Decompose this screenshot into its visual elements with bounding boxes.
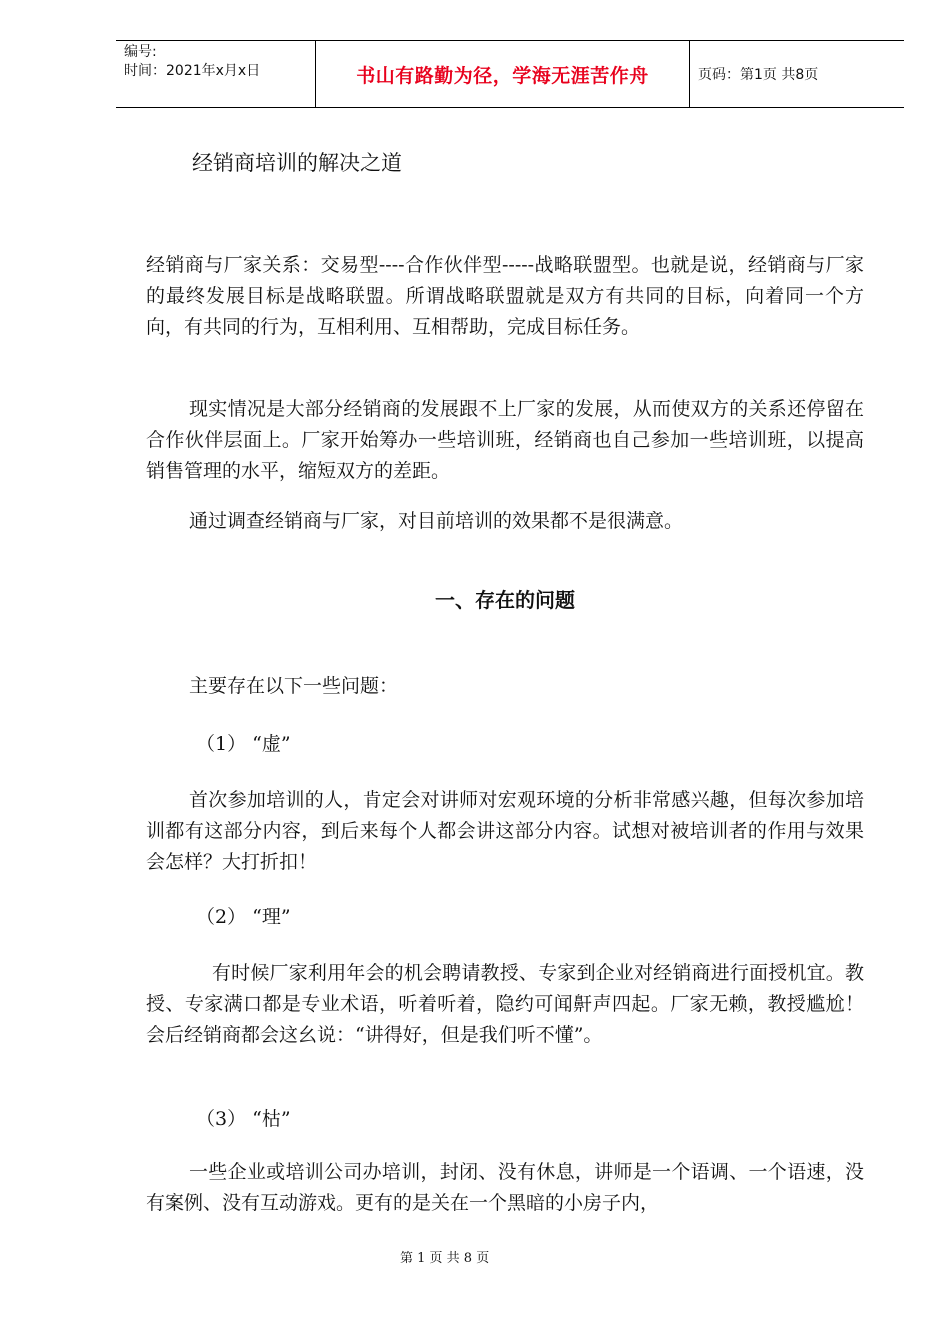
- header-motto-cell: [316, 41, 690, 107]
- header-motto: 书山有路勤为径，学海无涯苦作舟: [356, 64, 649, 87]
- section-heading: 一、存在的问题: [435, 588, 575, 612]
- header-time-label: 时间：2021年x月x日: [124, 63, 261, 79]
- item-text-1: 首次参加培训的人，肯定会对讲师对宏观环境的分析非常感兴趣，但每次参加培训都有这部分内容，到后来每个人都会讲这部分内容。试想对被培训者的作用与效果会怎样？大打折扣！: [146, 789, 864, 873]
- header-table: [116, 40, 904, 108]
- header-page-cell: [690, 41, 904, 107]
- header-page-label: 页码：第1页 共8页: [698, 67, 819, 83]
- paragraph-survey: 通过调查经销商与厂家，对目前培训的效果都不是很满意。: [189, 510, 684, 532]
- paragraph-relationship: 经销商与厂家关系：交易型----合作伙伴型-----战略联盟型。也就是说，经销商与厂家的最终发展目标是战略联盟。所谓战略联盟就是双方有共同的目标，向着同一个方向，有共同的行为，互相利用、互相帮助，完成目标任务。: [146, 254, 864, 338]
- paragraph-intro: 主要存在以下一些问题：: [189, 675, 399, 697]
- item-text-3: 一些企业或培训公司办培训，封闭、没有休息，讲师是一个语调、一个语速，没有案例、没有互动游戏。更有的是关在一个黑暗的小房子内，: [146, 1161, 864, 1214]
- header-number-label: 编号:: [124, 44, 157, 60]
- header-meta-cell: [116, 41, 316, 107]
- item-text-2: 有时候厂家利用年会的机会聘请教授、专家到企业对经销商进行面授机宜。教授、专家满口都是专业术语，听着听着，隐约可闻鼾声四起。厂家无赖，教授尴尬！会后经销商都会这幺说：“讲得好，但是我们听不懂”。: [146, 962, 864, 1046]
- document-title: 经销商培训的解决之道: [192, 151, 402, 175]
- paragraph-reality: 现实情况是大部分经销商的发展跟不上厂家的发展，从而使双方的关系还停留在合作伙伴层面上。厂家开始筹办一些培训班，经销商也自己参加一些培训班，以提高销售管理的水平，缩短双方的差距。: [146, 398, 864, 482]
- item-label-1: （1） “虚”: [196, 733, 291, 755]
- item-label-2: （2） “理”: [196, 906, 291, 928]
- item-label-3: （3） “枯”: [196, 1108, 291, 1130]
- page-footer: 第 1 页 共 8 页: [400, 1251, 490, 1266]
